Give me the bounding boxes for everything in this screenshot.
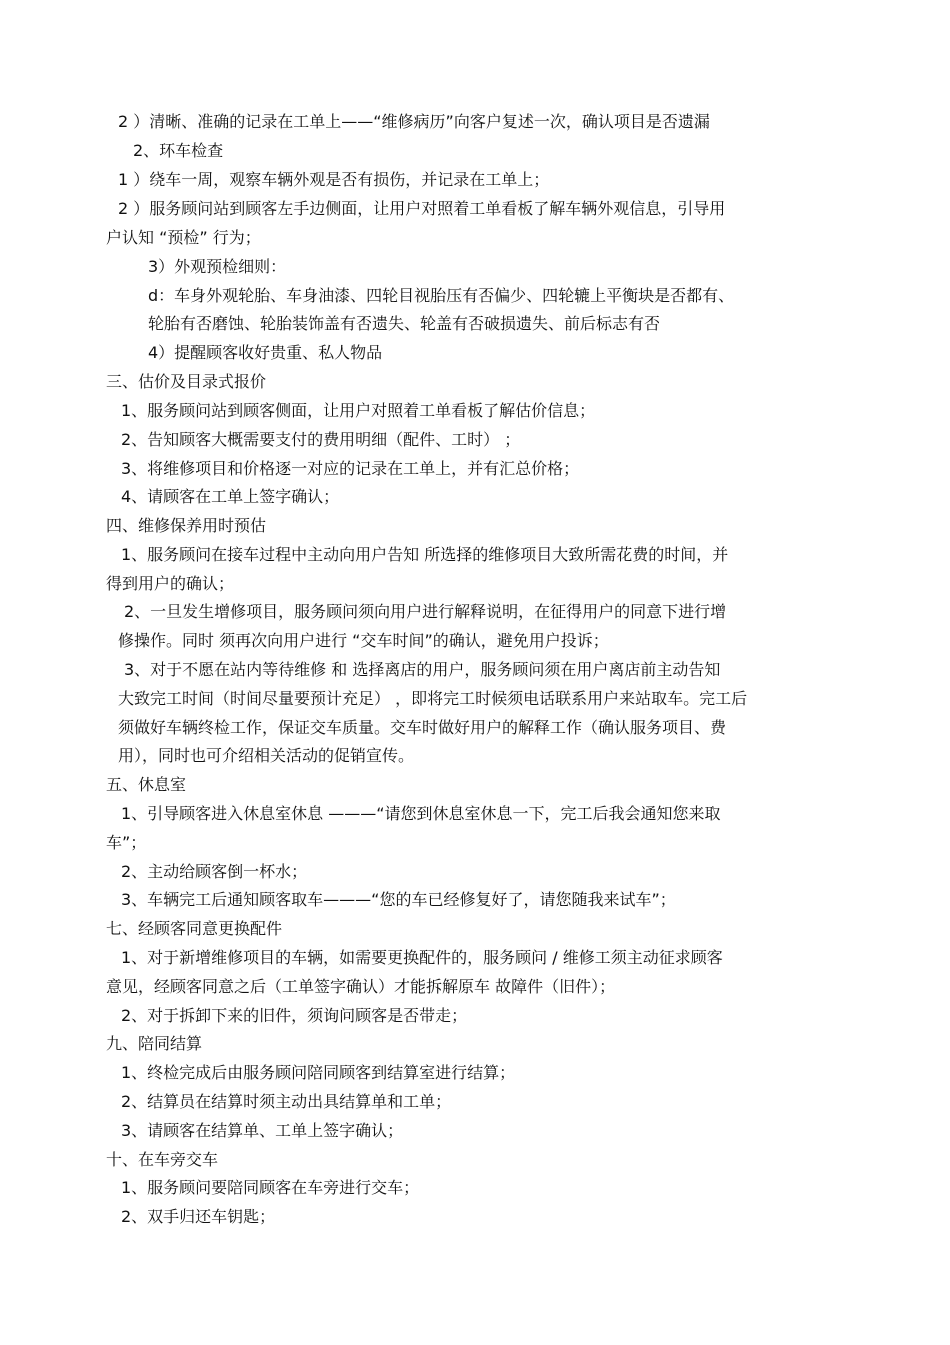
section-heading: 七、经顾客同意更换配件: [106, 919, 283, 938]
text-line: 户认知 “预检” 行为；: [106, 228, 261, 247]
text-line: d：车身外观轮胎、车身油漆、四轮目视胎压有否偏少、四轮辘上平衡块是否都有、: [148, 286, 735, 305]
text-line: 2、对于拆卸下来的旧件，须询问顾客是否带走；: [121, 1006, 468, 1025]
text-line: 1、对于新增维修项目的车辆，如需要更换配件的，服务顾问 / 维修工须主动征求顾客: [121, 948, 723, 967]
text-line: 3、将维修项目和价格逐一对应的记录在工单上，并有汇总价格；: [121, 459, 580, 478]
text-line: 1、服务顾问站到顾客侧面，让用户对照着工单看板了解估价信息；: [121, 401, 596, 420]
text-line: 3、车辆完工后通知顾客取车———“您的车已经修复好了，请您随我来试车”；: [121, 890, 676, 909]
text-line: 3）外观预检细则：: [148, 257, 287, 276]
text-line: 1、服务顾问在接车过程中主动向用户告知 所选择的维修项目大致所需花费的时间，并: [121, 545, 729, 564]
text-line: 2、双手归还车钥匙；: [121, 1207, 276, 1226]
text-line: 1、终检完成后由服务顾问陪同顾客到结算室进行结算；: [121, 1063, 516, 1082]
text-line: 轮胎有否磨蚀、轮胎装饰盖有否遗失、轮盖有否破损遗失、前后标志有否: [148, 314, 661, 333]
text-line: 1、服务顾问要陪同顾客在车旁进行交车；: [121, 1178, 420, 1197]
text-line: 1、引导顾客进入休息室休息 ———“请您到休息室休息一下，完工后我会通知您来取: [121, 804, 721, 823]
section-heading: 四、维修保养用时预估: [106, 516, 267, 535]
text-line: 车”；: [106, 833, 147, 852]
text-line: 4、请顾客在工单上签字确认；: [121, 487, 340, 506]
section-heading: 九、陪同结算: [106, 1034, 203, 1053]
text-line: 2、一旦发生增修项目，服务顾问须向用户进行解释说明，在征得用户的同意下进行增: [124, 602, 727, 621]
section-heading: 三、估价及目录式报价: [106, 372, 267, 391]
text-line: 3、请顾客在结算单、工单上签字确认；: [121, 1121, 404, 1140]
text-line: 大致完工时间（时间尽量要预计充足） ，即将完工时候须电话联系用户来站取车。完工后: [118, 689, 748, 708]
section-heading: 五、休息室: [106, 775, 187, 794]
text-line: 3、对于不愿在站内等待维修 和 选择离店的用户，服务顾问须在用户离店前主动告知: [124, 660, 721, 679]
text-line: 意见，经顾客同意之后（工单签字确认）才能拆解原车 故障件（旧件）；: [106, 977, 616, 996]
text-line: 得到用户的确认；: [106, 574, 235, 593]
text-line: 修操作。同时 须再次向用户进行 “交车时间”的确认，避免用户投诉；: [118, 631, 609, 650]
text-line: 2、结算员在结算时须主动出具结算单和工单；: [121, 1092, 452, 1111]
text-line: 须做好车辆终检工作，保证交车质量。交车时做好用户的解释工作（确认服务项目、费: [118, 718, 727, 737]
text-line: 2 ）清晰、准确的记录在工单上——“维修病历”向客户复述一次，确认项目是否遗漏: [118, 112, 710, 131]
text-line: 用），同时也可介绍相关活动的促销宣传。: [118, 746, 415, 765]
text-line: 2、环车检查: [133, 141, 224, 160]
text-line: 2、主动给顾客倒一杯水；: [121, 862, 308, 881]
text-line: 1 ）绕车一周，观察车辆外观是否有损伤，并记录在工单上；: [118, 170, 550, 189]
text-line: 4）提醒顾客收好贵重、私人物品: [148, 343, 383, 362]
text-line: 2 ）服务顾问站到顾客左手边侧面，让用户对照着工单看板了解车辆外观信息，引导用: [118, 199, 726, 218]
section-heading: 十、在车旁交车: [106, 1150, 219, 1169]
text-line: 2、告知顾客大概需要支付的费用明细（配件、工时） ；: [121, 430, 521, 449]
